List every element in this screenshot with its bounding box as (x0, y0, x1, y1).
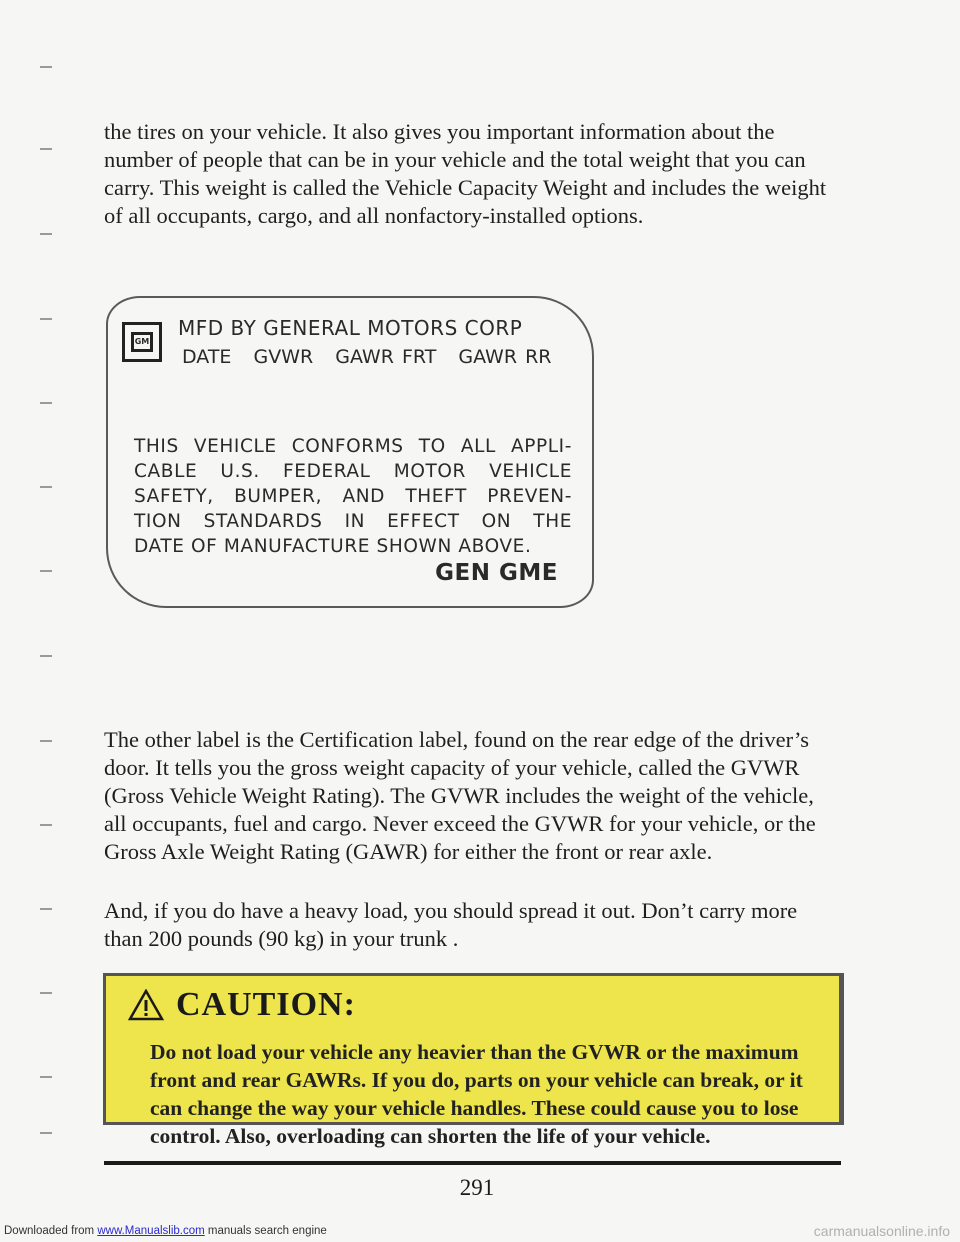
margin-tick (40, 66, 52, 68)
margin-tick (40, 570, 52, 572)
margin-tick (40, 740, 52, 742)
margin-tick (40, 233, 52, 235)
load-paragraph: And, if you do have a heavy load, you should spread it out. Don’t carry more than 200 pounds (90 kg) in your trunk . (104, 898, 798, 951)
field-gvwr: GVWR (253, 346, 314, 368)
certification-paragraph: The other label is the Certification label, found on the rear edge of the driver’s door. It tells you the gross weight capacity of your vehicle, called the GVWR (Gross Vehicle Weight Rating). The GVWR includes the weight of the vehicle, all occupants, fuel and cargo. Never exceed the GVWR for your vehicle, or the Gross Axle Weight Rating (GAWR) for either the front or rear axle. (104, 727, 816, 864)
margin-tick (40, 148, 52, 150)
tire-label-illustration (106, 296, 594, 608)
conformance-line: DATE OF MANUFACTURE SHOWN ABOVE. (134, 536, 532, 557)
margin-tick (40, 1076, 52, 1078)
margin-tick (40, 655, 52, 657)
gm-logo (122, 322, 162, 362)
download-footer (4, 1225, 327, 1237)
margin-tick (40, 1132, 52, 1134)
download-prefix: Downloaded from (4, 1225, 98, 1237)
conformance-line: SAFETY, BUMPER, AND THEFT PREVEN- (134, 486, 572, 507)
margin-tick (40, 908, 52, 910)
page-number: 291 (459, 1175, 495, 1200)
manufacturer-line: MFD BY GENERAL MOTORS CORP (178, 316, 523, 340)
label-fields (182, 346, 566, 368)
footer-rule (104, 1161, 841, 1165)
conformance-line: TION STANDARDS IN EFFECT ON THE (134, 511, 572, 532)
conformance-statement (134, 434, 572, 559)
manualslib-link[interactable]: www.Manualslib.com (97, 1225, 205, 1237)
caution-title: CAUTION: (176, 986, 356, 1023)
margin-tick (40, 318, 52, 320)
caution-header (128, 986, 356, 1024)
conformance-line: THIS VEHICLE CONFORMS TO ALL APPLI- (134, 436, 572, 457)
conformance-line: CABLE U.S. FEDERAL MOTOR VEHICLE (134, 461, 572, 482)
margin-tick (40, 402, 52, 404)
caution-text: Do not load your vehicle any heavier than the GVWR or the maximum front and rear GAWRs. If you do, parts on your vehicle can break, or it can change the way your vehicle handles. These could cause you to lose control. Also, overloading can shorten the life of your vehicle. (150, 1040, 803, 1148)
download-suffix: manuals search engine (204, 1225, 327, 1237)
margin-tick (40, 992, 52, 994)
gm-logo-text: GM (131, 332, 153, 352)
label-footer-code: GEN GME (435, 560, 558, 586)
field-gawr-frt: GAWR FRT (335, 346, 437, 368)
caution-box (103, 973, 844, 1148)
warning-triangle-icon (128, 989, 164, 1021)
intro-paragraph: the tires on your vehicle. It also gives you important information about the number of people that can be in your vehicle and the total weight that you can carry. This weight is called the Vehicle Capacity Weight and includes the weight of all occupants, cargo, and all nonfactory-installed options. (104, 119, 827, 228)
field-date: DATE (182, 346, 232, 368)
field-gawr-rr: GAWR RR (458, 346, 552, 368)
margin-tick (40, 486, 52, 488)
margin-tick (40, 824, 52, 826)
watermark: carmanualsonline.info (813, 1223, 950, 1239)
